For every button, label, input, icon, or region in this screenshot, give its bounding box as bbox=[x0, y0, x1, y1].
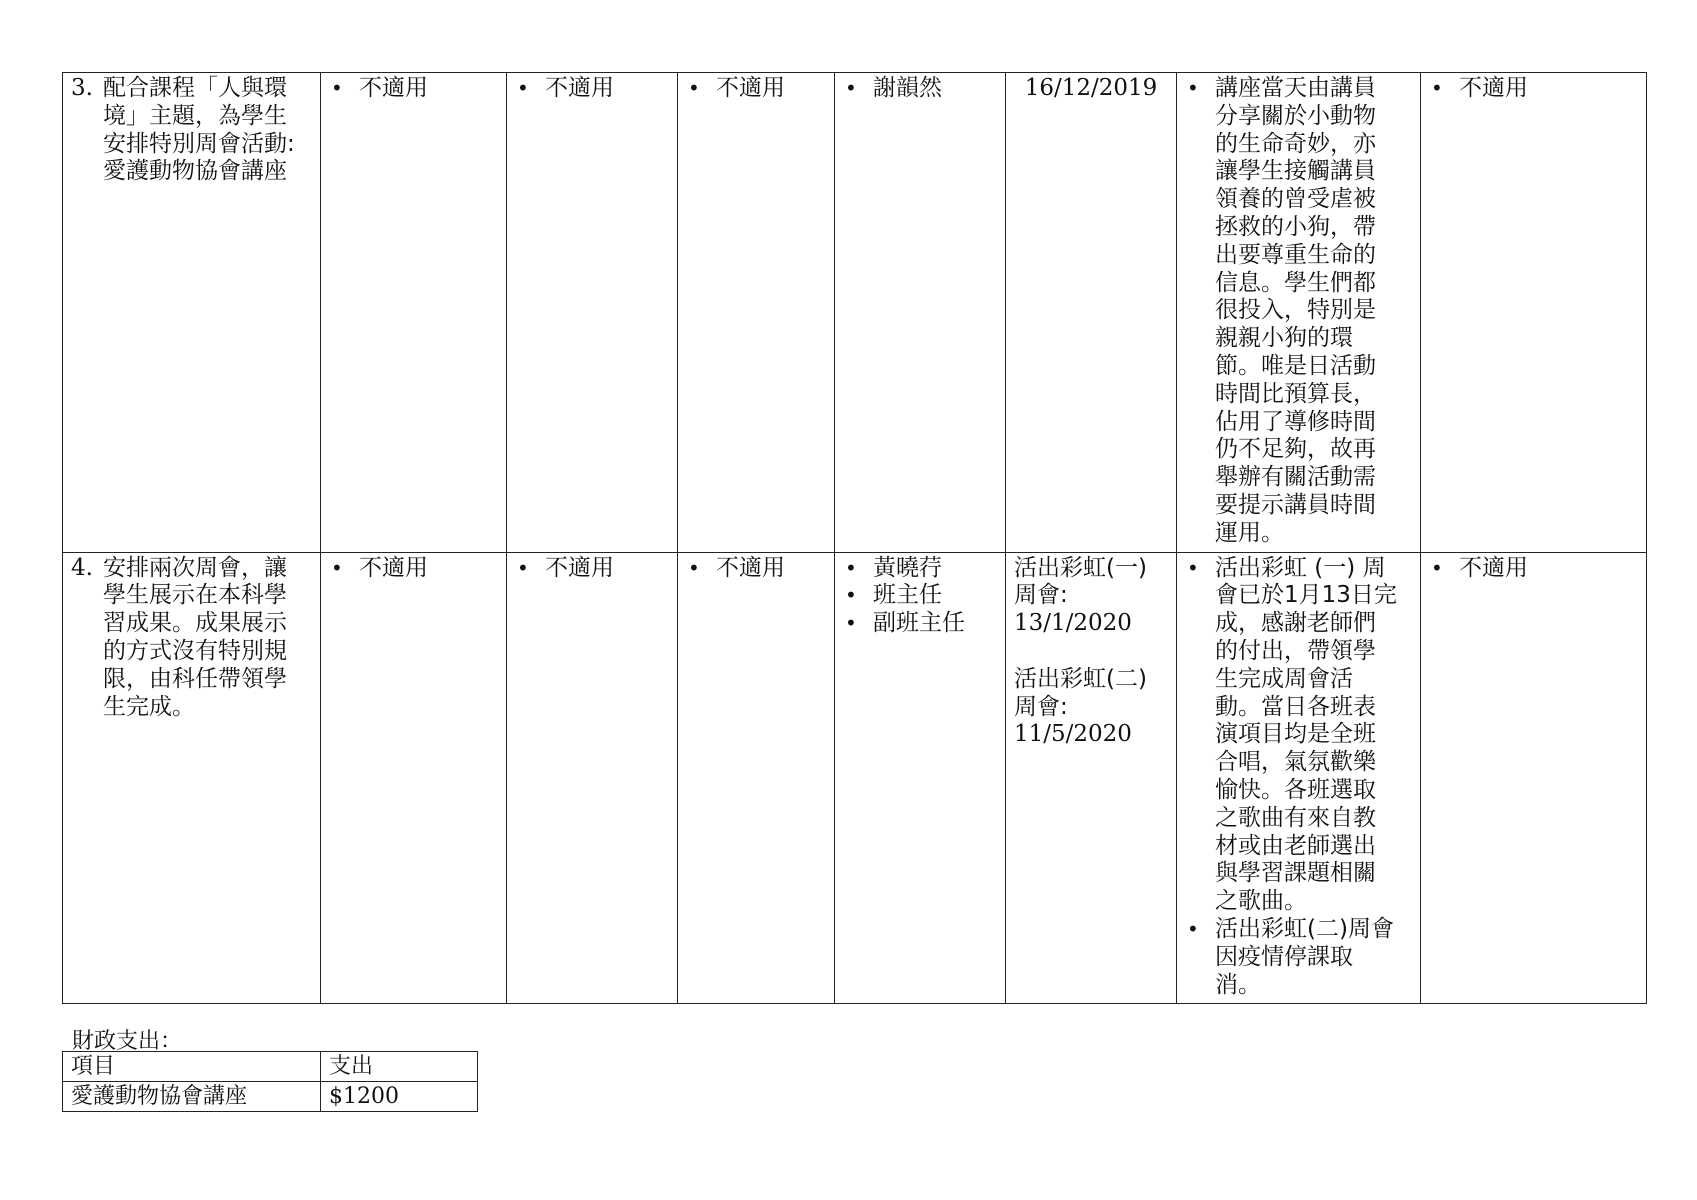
cell-col3 bbox=[507, 73, 678, 553]
assembly-title: 活出彩虹(一) bbox=[1014, 554, 1147, 581]
evaluation-line: 因疫情停課取 bbox=[1215, 943, 1353, 970]
bullet-list bbox=[329, 75, 498, 103]
evaluation-line: 消。 bbox=[1215, 971, 1261, 998]
bullet-list bbox=[686, 75, 826, 103]
item-line: 習成果。成果展示 bbox=[103, 610, 287, 637]
item-line: 生完成。 bbox=[103, 693, 195, 720]
evaluation-line: 的生命奇妙，亦 bbox=[1215, 130, 1376, 157]
table-row bbox=[63, 552, 1647, 1004]
assembly-label: 周會: bbox=[1014, 693, 1068, 720]
table-row bbox=[63, 73, 1647, 553]
evaluation-line: 運用。 bbox=[1215, 519, 1284, 546]
bullet-list bbox=[686, 555, 826, 583]
evaluation-line: 要提示講員時間 bbox=[1215, 491, 1376, 518]
assembly-title: 活出彩虹(二) bbox=[1014, 665, 1147, 692]
evaluation-line: 愉快。各班選取 bbox=[1215, 776, 1376, 803]
evaluation-line: 與學習課題相關 bbox=[1215, 860, 1376, 887]
evaluation-item bbox=[1185, 75, 1412, 548]
evaluation-line: 親親小狗的環 bbox=[1215, 325, 1353, 352]
item-line: 限，由科任帶領學 bbox=[103, 665, 287, 692]
item-line: 的方式沒有特別規 bbox=[103, 637, 287, 664]
cell-col2 bbox=[321, 73, 507, 553]
assembly-date: 13/1/2020 bbox=[1014, 610, 1132, 637]
evaluation-line: 信息。學生們都 bbox=[1215, 269, 1376, 296]
evaluation-line: 舉辦有關活動需 bbox=[1215, 464, 1376, 491]
item-line: 愛護動物協會講座 bbox=[103, 158, 287, 185]
evaluation-line: 時間比預算長， bbox=[1215, 380, 1376, 407]
item-line: 安排特別周會活動: bbox=[103, 130, 295, 157]
person-item: • 班主任 bbox=[843, 582, 997, 610]
person-item: • 副班主任 bbox=[843, 610, 997, 638]
finance-label: 財政支出： bbox=[72, 1029, 183, 1054]
bullet-list bbox=[1429, 75, 1638, 103]
evaluation-line: 成，感謝老師們 bbox=[1215, 610, 1376, 637]
item-description bbox=[103, 75, 312, 186]
finance-table bbox=[62, 1051, 478, 1112]
table-body bbox=[63, 73, 1647, 1004]
finance-header-expense: 支出 bbox=[321, 1052, 478, 1082]
evaluation-line: 很投入，特別是 bbox=[1215, 297, 1376, 324]
evaluation-line: 出要尊重生命的 bbox=[1215, 241, 1376, 268]
item-number: 4. bbox=[71, 554, 93, 581]
evaluation-line: • 活出彩虹 (一) 周 bbox=[1215, 554, 1386, 581]
date-cell bbox=[1006, 552, 1177, 1004]
assembly-date: 11/5/2020 bbox=[1014, 721, 1132, 748]
bullet-item: • 不適用 bbox=[515, 555, 669, 583]
spacer bbox=[1014, 638, 1168, 666]
item-cell bbox=[63, 73, 321, 553]
evaluation-line: 材或由老師選出 bbox=[1215, 832, 1376, 859]
cell-col4 bbox=[678, 73, 835, 553]
evaluation-line: 讓學生接觸講員 bbox=[1215, 158, 1376, 185]
cell-col8 bbox=[1421, 73, 1647, 553]
persons-cell bbox=[835, 73, 1006, 553]
evaluation-line: 拯救的小狗，帶 bbox=[1215, 213, 1376, 240]
activity-table bbox=[62, 72, 1647, 1004]
finance-header-row bbox=[63, 1052, 478, 1082]
bullet-list bbox=[515, 75, 669, 103]
person-item: • 謝韻然 bbox=[843, 75, 997, 103]
evaluation-item bbox=[1185, 916, 1412, 999]
person-item: • 黃曉荇 bbox=[843, 555, 997, 583]
item-description bbox=[103, 555, 312, 722]
evaluation-line: 節。唯是日活動 bbox=[1215, 352, 1376, 379]
bullet-list bbox=[1185, 75, 1412, 548]
item-number: 3. bbox=[71, 75, 93, 101]
evaluation-line: 之歌曲有來自教 bbox=[1215, 804, 1376, 831]
evaluation-line: • 活出彩虹(二)周會 bbox=[1215, 915, 1394, 942]
evaluation-item bbox=[1185, 555, 1412, 916]
evaluation-line: 生完成周會活 bbox=[1215, 665, 1353, 692]
item-cell bbox=[63, 552, 321, 1004]
assembly-label: 周會: bbox=[1014, 582, 1068, 609]
bullet-list bbox=[843, 555, 997, 638]
evaluation-cell bbox=[1177, 552, 1421, 1004]
item-line: 配合課程「人與環 bbox=[103, 75, 287, 101]
evaluation-line: 仍不足夠，故再 bbox=[1215, 436, 1376, 463]
bullet-item: • 不適用 bbox=[686, 75, 826, 103]
bullet-list bbox=[329, 555, 498, 583]
finance-row bbox=[63, 1082, 478, 1112]
evaluation-line: 的付出，帶領學 bbox=[1215, 637, 1376, 664]
cell-col3 bbox=[507, 552, 678, 1004]
evaluation-line: 佔用了導修時間 bbox=[1215, 408, 1376, 435]
cell-col4 bbox=[678, 552, 835, 1004]
evaluation-cell bbox=[1177, 73, 1421, 553]
date-text: 16/12/2019 bbox=[1024, 75, 1158, 101]
cell-col8 bbox=[1421, 552, 1647, 1004]
evaluation-line: 合唱，氣氛歡樂 bbox=[1215, 749, 1376, 776]
evaluation-line: 演項目均是全班 bbox=[1215, 721, 1376, 748]
bullet-list bbox=[1429, 555, 1638, 583]
evaluation-line: 會已於1月13日完 bbox=[1215, 582, 1397, 609]
date-cell bbox=[1006, 73, 1177, 553]
evaluation-line: 分享關於小動物 bbox=[1215, 102, 1376, 129]
bullet-list bbox=[1185, 555, 1412, 1000]
finance-item: 愛護動物協會講座 bbox=[63, 1082, 321, 1112]
bullet-list bbox=[843, 75, 997, 103]
bullet-item: • 不適用 bbox=[329, 75, 498, 103]
item-line: 安排兩次周會，讓 bbox=[103, 554, 287, 581]
bullet-item: • 不適用 bbox=[1429, 555, 1638, 583]
item-line: 學生展示在本科學 bbox=[103, 582, 287, 609]
evaluation-line: 之歌曲。 bbox=[1215, 888, 1307, 915]
persons-cell bbox=[835, 552, 1006, 1004]
cell-col2 bbox=[321, 552, 507, 1004]
evaluation-line: 領養的曾受虐被 bbox=[1215, 186, 1376, 213]
bullet-item: • 不適用 bbox=[515, 75, 669, 103]
bullet-item: • 不適用 bbox=[329, 555, 498, 583]
finance-amount: $1200 bbox=[321, 1082, 478, 1112]
evaluation-line: • 講座當天由講員 bbox=[1215, 75, 1376, 101]
bullet-item: • 不適用 bbox=[686, 555, 826, 583]
finance-header-item: 項目 bbox=[63, 1052, 321, 1082]
evaluation-line: 動。當日各班表 bbox=[1215, 693, 1376, 720]
bullet-item: • 不適用 bbox=[1429, 75, 1638, 103]
item-line: 境」主題，為學生 bbox=[103, 102, 287, 129]
bullet-list bbox=[515, 555, 669, 583]
